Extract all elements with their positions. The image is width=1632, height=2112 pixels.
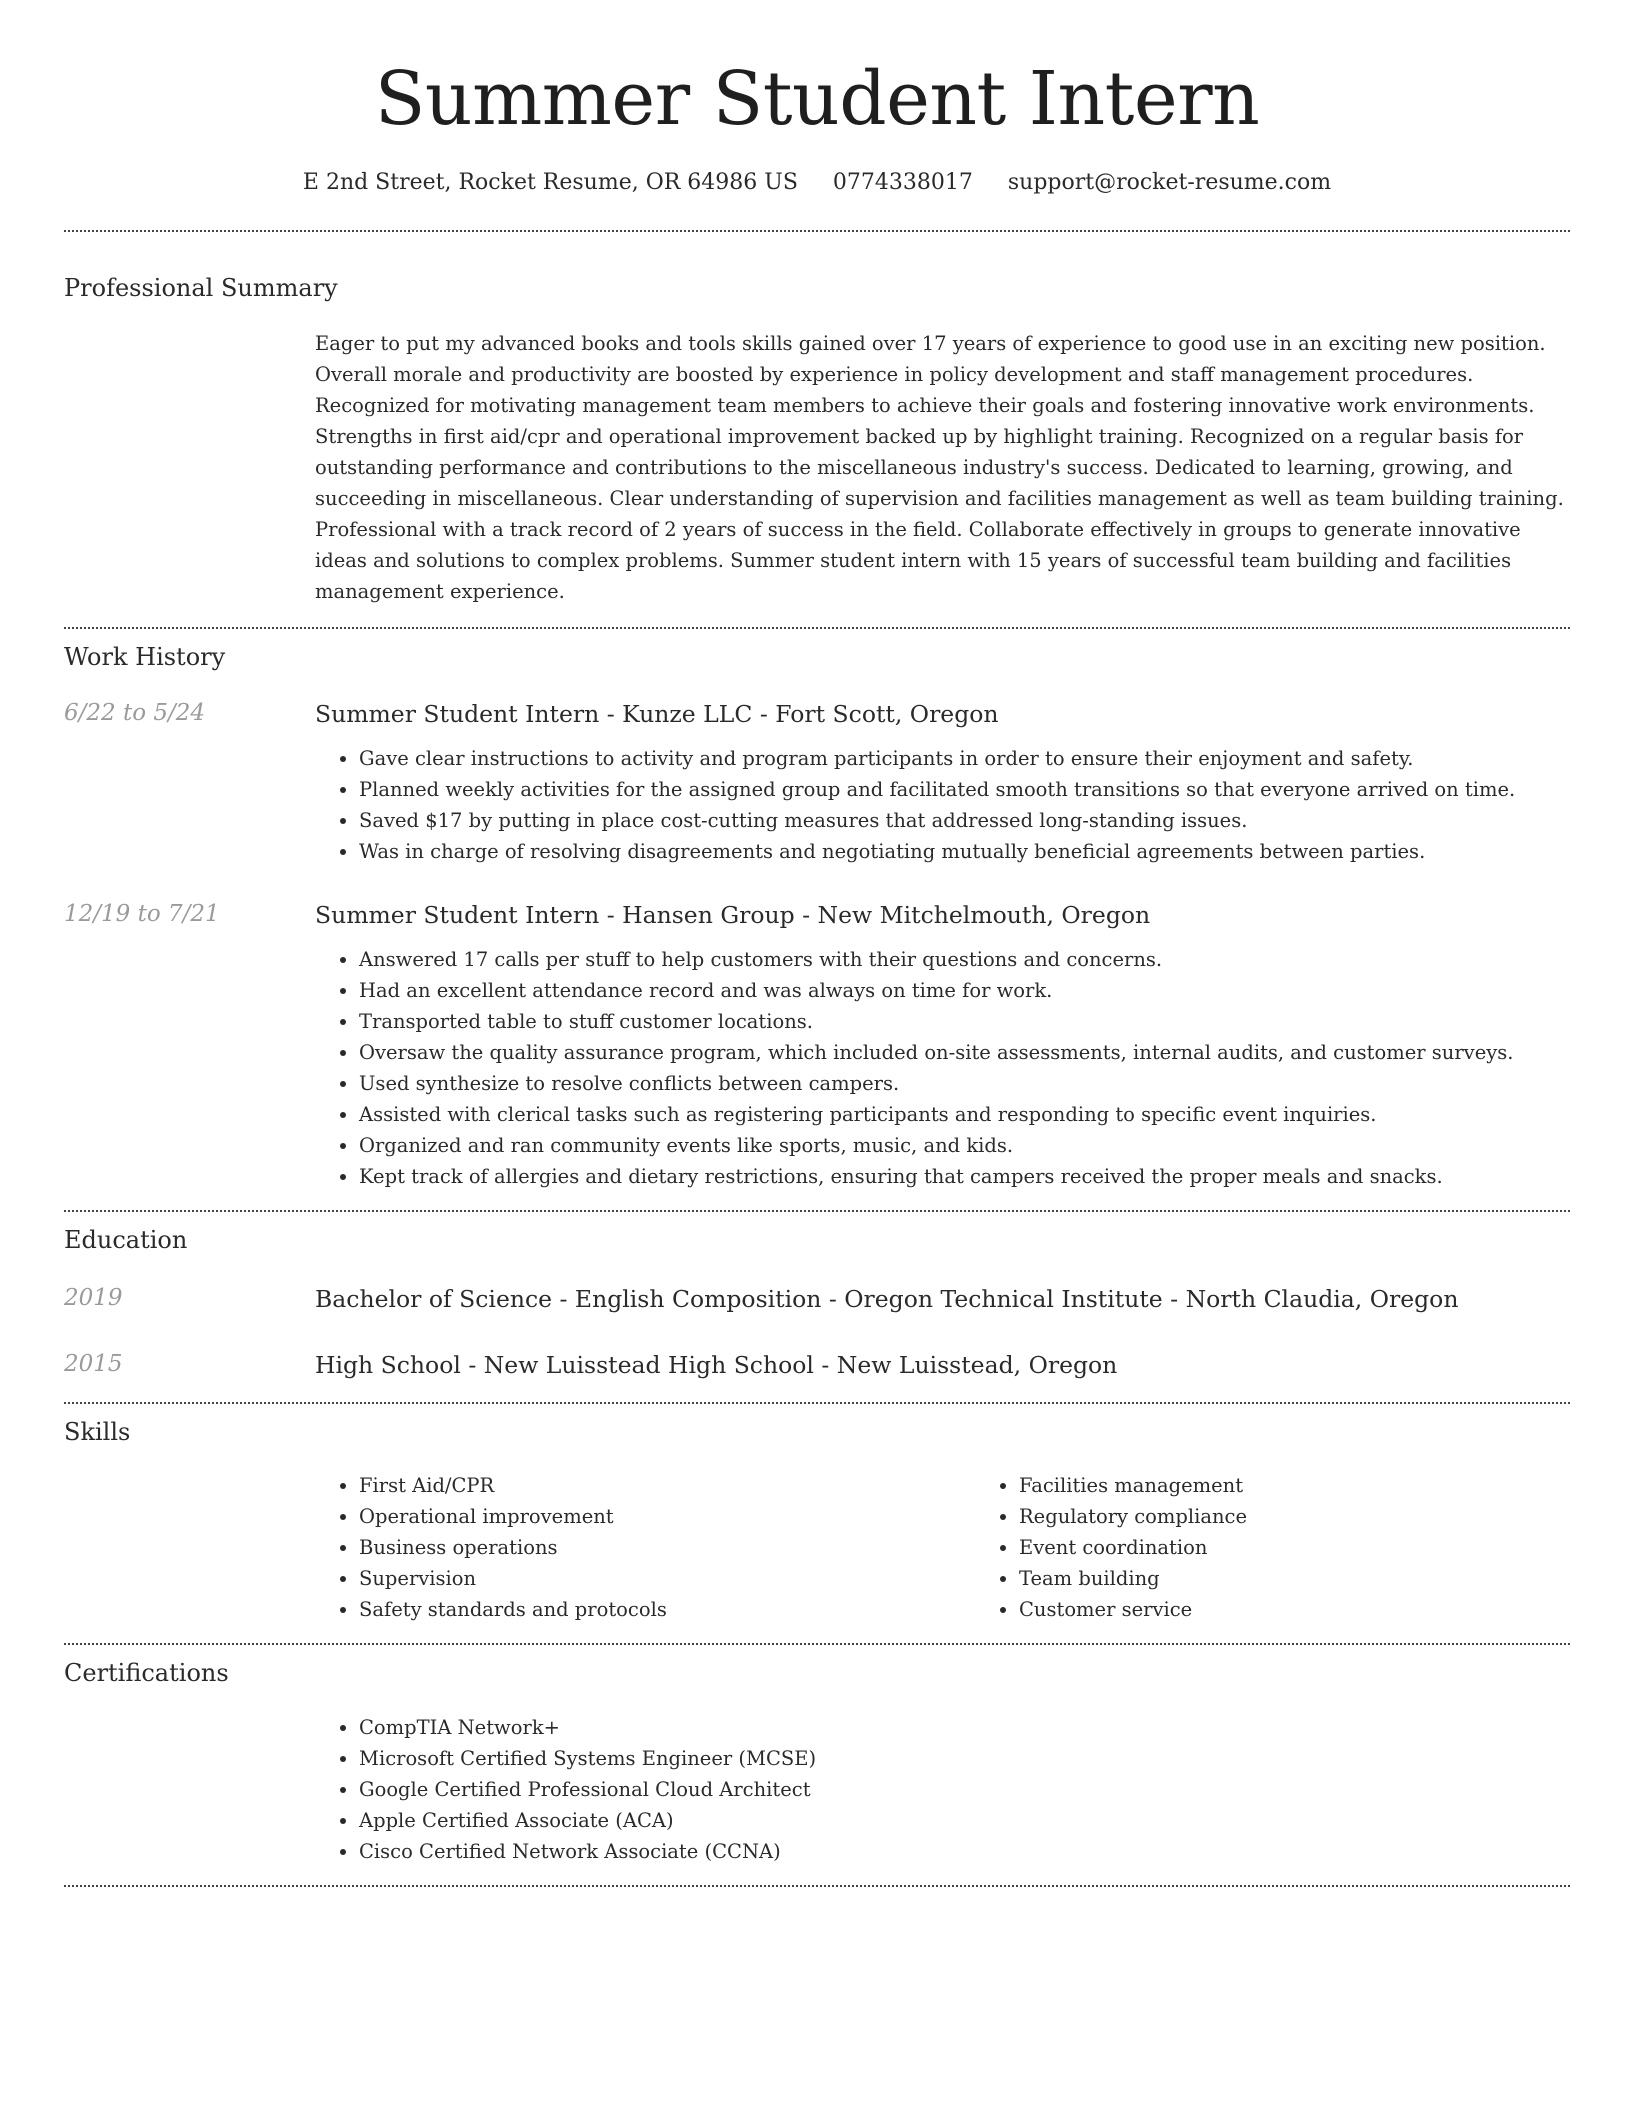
divider (64, 1402, 1570, 1404)
contact-email: support@rocket-resume.com (1007, 170, 1332, 195)
job-title: Summer Student Intern - Hansen Group - New Mitchelmouth, Oregon (315, 901, 1151, 930)
summary-heading: Professional Summary (64, 274, 338, 303)
contact-line (64, 170, 1570, 196)
contact-address: E 2nd Street, Rocket Resume, OR 64986 US (302, 170, 798, 195)
list-item: • Assisted with clerical tasks such as registering participants and responding to specific event inquiries. (359, 1099, 1570, 1130)
list-item: • Customer service (1019, 1594, 1632, 1625)
list-item: • Google Certified Professional Cloud Architect (359, 1774, 1570, 1805)
job-bullets (315, 944, 1570, 1192)
resume-name: Summer Student Intern (374, 56, 1260, 142)
certifications-list (315, 1712, 1570, 1867)
job-entry (64, 700, 1570, 867)
list-item: • Regulatory compliance (1019, 1501, 1632, 1532)
job-title: Summer Student Intern - Kunze LLC - Fort Scott, Oregon (315, 699, 999, 728)
work-history-heading: Work History (64, 643, 226, 672)
list-item: • Supervision (359, 1563, 975, 1594)
certifications-heading: Certifications (64, 1659, 229, 1688)
list-item: • Business operations (359, 1532, 975, 1563)
list-item: • Microsoft Certified Systems Engineer (MCSE) (359, 1743, 1570, 1774)
list-item: • Transported table to stuff customer locations. (359, 1006, 1570, 1037)
list-item: • Answered 17 calls per stuff to help customers with their questions and concerns. (359, 944, 1570, 975)
education-year: 2019 (64, 1285, 123, 1312)
list-item: • Oversaw the quality assurance program, which included on-site assessments, internal audits, and customer surveys. (359, 1037, 1570, 1068)
list-item: • Operational improvement (359, 1501, 975, 1532)
list-item: • Used synthesize to resolve conflicts between campers. (359, 1068, 1570, 1099)
divider (64, 1885, 1570, 1887)
skills-list-left (315, 1470, 975, 1625)
job-dates: 6/22 to 5/24 (64, 699, 206, 726)
list-item: • Safety standards and protocols (359, 1594, 975, 1625)
education-entry (64, 1351, 1570, 1379)
list-item: • Event coordination (1019, 1532, 1632, 1563)
list-item: • First Aid/CPR (359, 1470, 975, 1501)
summary-text: Eager to put my advanced books and tools skills gained over 17 years of experience to good use in an exciting new position. Overall morale and productivity are boosted by experience in policy development and staff management procedures. Recognized for motivating management team members to achieve their goals and fostering innovative work environments. Strengths in first aid/cpr and operational improvement backed up by highlight training. Recognized on a regular basis for outstanding performance and contributions to the miscellaneous industry's success. Dedicated to learning, growing, and succeeding in miscellaneous. Clear understanding of supervision and facilities management as well as team building training. Professional with a track record of 2 years of success in the field. Collaborate effectively in groups to generate innovative ideas and solutions to complex problems. Summer student intern with 15 years of successful team building and facilities management experience. (315, 332, 1564, 604)
education-year: 2015 (64, 1351, 123, 1378)
skills-section (64, 1418, 1570, 1626)
education-section (64, 1226, 1570, 1379)
list-item: • Facilities management (1019, 1470, 1632, 1501)
divider (64, 230, 1570, 232)
education-detail: High School - New Luisstead High School - New Luisstead, Oregon (315, 1351, 1118, 1380)
contact-phone: 0774338017 (832, 170, 973, 195)
list-item: • Saved $17 by putting in place cost-cutting measures that addressed long-standing issues. (359, 805, 1570, 836)
list-item: • CompTIA Network+ (359, 1712, 1570, 1743)
list-item: • Team building (1019, 1563, 1632, 1594)
divider (64, 1643, 1570, 1645)
education-detail: Bachelor of Science - English Composition - Oregon Technical Institute - North Claudia, Oregon (315, 1285, 1459, 1314)
resume-page (64, 0, 1570, 1887)
skills-heading: Skills (64, 1417, 131, 1446)
list-item: • Gave clear instructions to activity and program participants in order to ensure their enjoyment and safety. (359, 743, 1570, 774)
list-item: • Was in charge of resolving disagreements and negotiating mutually beneficial agreements between parties. (359, 836, 1570, 867)
divider (64, 1210, 1570, 1212)
list-item: • Apple Certified Associate (ACA) (359, 1805, 1570, 1836)
job-entry (64, 901, 1570, 1192)
list-item: • Had an excellent attendance record and was always on time for work. (359, 975, 1570, 1006)
list-item: • Kept track of allergies and dietary restrictions, ensuring that campers received the proper meals and snacks. (359, 1161, 1570, 1192)
list-item: • Organized and ran community events like sports, music, and kids. (359, 1130, 1570, 1161)
job-bullets (315, 743, 1570, 867)
list-item: • Planned weekly activities for the assigned group and facilitated smooth transitions so that everyone arrived on time. (359, 774, 1570, 805)
education-heading: Education (64, 1226, 188, 1255)
certifications-section (64, 1659, 1570, 1867)
work-history-section (64, 643, 1570, 1192)
job-dates: 12/19 to 7/21 (64, 901, 220, 928)
list-item: • Cisco Certified Network Associate (CCNA) (359, 1836, 1570, 1867)
education-entry (64, 1285, 1570, 1313)
summary-section (64, 274, 1570, 607)
skills-list-right (975, 1470, 1632, 1625)
divider (64, 627, 1570, 629)
